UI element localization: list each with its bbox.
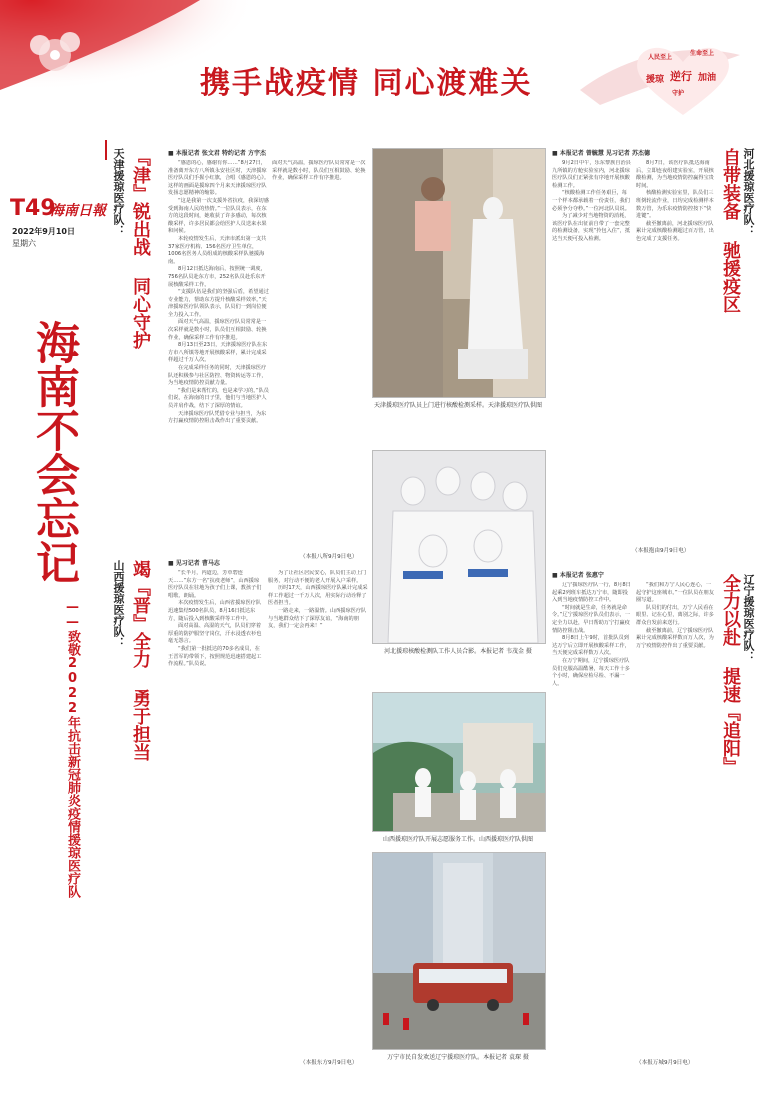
article-body-liaoning [552,582,632,1058]
photo-shanxi-volunteers [372,692,546,832]
paragraph: “这是我第一次支援外省抗疫，我深切感受到海南人民的热情。”一位队员表示，在东方的这段时间，她收获了许多感动，每次核酸采样，许多居民都会给医护人员送来水果和问候。 [168,197,269,235]
paragraph: 截至撤离前，辽宁援琼医疗队累计完成核酸采样数百万人次，为万宁疫情防控作出了重要贡献。 [636,627,714,649]
paragraph: “长半月，内道边，芳草碧连天……”东方一名“抗疫老师”，山西援琼医疗队员在驻地为孩子们上课，教孩子们唱歌、朗诵。 [168,570,262,599]
paragraph: 为了让社区居民安心，队员们主动上门服务，对行动不便的老人开展入户采样。 [268,570,367,584]
paragraph: 本轮疫情发生后，天津市派出第一支共37家医疗机构、156名医疗卫生单位，1006名医务人员组成的核酸采样队驰援海南。 [168,235,267,265]
article-byline-tianjin: ■ 本报记者 张文君 特约记者 方宇杰 [168,150,267,157]
photo-image [373,693,545,831]
paragraph: 天津援琼医疗队凭借专业与担当，为东方打赢疫情防控阻击战作出了重要贡献。 [168,410,267,425]
caption-tianjin: 天津援琼医疗队员上门进行核酸检测采样。天津援琼医疗队供图 [373,402,542,409]
paragraph: “时间就是生命，任务就是命令。”辽宁援琼医疗队员们表示，一定全力以赴，早日帮助万宁打赢疫情防控阻击战。 [552,604,630,634]
word-cloud-item: 人民至上 [648,54,673,61]
paragraph: 一路走来，一路温情。山西援琼医疗队与当地群众结下了深厚友谊，“海南的朋友，我们一定会再来！” [268,607,367,630]
photo-tianjin-sampling [372,148,546,398]
paragraph: 辽宁援琼医疗队一行，8月8日起乘2列班车抵达万宁市，随即投入到当地疫情防控工作中。 [552,582,631,604]
article-headline-tianjin: 『津』锐出战 同心守护 [130,148,151,349]
article-team-liaoning: 辽宁援琼医疗队： [742,574,755,662]
photo-image [373,853,545,1049]
article-endnote-liaoning: （本报万城9月9日电） [636,1060,694,1066]
article-headline-hebei: 自带装备 驰援疫区 [720,148,741,313]
article-byline-shanxi: ■ 见习记者 曹马志 [168,560,220,567]
photo-image [373,451,545,643]
page-number: T49 [10,196,56,221]
article-byline-liaoning: ■ 本报记者 张惠宁 [552,572,604,579]
article-body-tianjin [168,160,270,555]
paragraph: 为了减少对当地物资的消耗，该医疗队在出征前自带了一套完整的检测设备，实现“拎包入住”，抵达当天便可投入检测。 [552,213,631,242]
paragraph: 截至撤离前，河北援琼医疗队累计完成核酸检测超过百万管，出色完成了支援任务。 [636,220,714,242]
article-body-shanxi-col2 [268,570,368,1058]
paragraph: 8月7日，该医疗队抵达海南后，立即连夜组建实验室，开展核酸检测，为当地疫情防控赢得宝贵时间。 [636,160,714,189]
vertical-section-title: 海南不会忘记 [28,320,79,584]
article-byline-hebei: ■ 本报记者 曾毓慧 见习记者 苏杰德 [552,150,651,157]
divider [105,140,107,160]
word-cloud-item: 生命至上 [690,50,715,57]
word-cloud-item: 援琼 [646,75,665,85]
paragraph: 历时17天，山西援琼医疗队累计完成采样工作超过一千万人次，用实际行动诠释了医者担当。 [268,585,368,607]
paragraph: “支援队伍是我们的坚强后盾，希望通过专业能力，帮助东方提升核酸采样效率。”天津援琼医疗队领队表示，队员们一到岗位便全力投入工作。 [168,289,269,318]
caption-shanxi: 山西援琼医疗队开展志愿服务工作。山西援琼医疗队供图 [382,836,533,843]
article-endnote-tianjin: （本报八所9月9日电） [300,554,358,560]
issue-date: 2022年9月10日 [12,227,75,236]
article-body-shanxi [168,570,264,1058]
paragraph: 面对天气高温，援琼医疗队员常常是一次采样就是数小时，队员们互相鼓励、轮换作业，确保采样工作有序推进。 [272,160,366,182]
paper-name: 海南日報 [50,203,106,219]
vertical-section-subtitle: ——致敬2022年抗击新冠肺炎疫情援琼医疗队 [65,600,80,898]
article-team-hebei: 河北援琼医疗队： [742,148,755,236]
paragraph: 面对高温、高湿的天气，队员们穿着厚重的防护服坚守岗位，汗水浸透衣衫也毫无怨言。 [168,623,262,645]
paragraph: 9月2日中午，乐东黎族自治县九所镇的方舱实验室内，河北援琼医疗队员们正紧张有序地开展核酸检测工作。 [552,160,631,189]
article-endnote-shanxi: （本报东方9月9日电） [300,1060,358,1066]
paragraph: 本次疫情发生后，山西省援琼医疗队迅速集结500名队员，8月16日抵达东方，随后投入到核酸采样等工作中。 [168,600,262,622]
article-team-shanxi: 山西援琼医疗队： [112,560,125,648]
paragraph: “我们和万宁人民心连心，一起守护这座城市。”一位队员在朋友圈写道。 [636,582,714,604]
article-body-hebei [552,160,632,545]
issue-weekday: 星期六 [12,239,36,248]
article-body-hebei-col2 [636,160,716,545]
paragraph: “我们第一批抵达的70多名成员，在王晋军的带领下，按照规范迅速搭建起工作流程。”队员说。 [168,645,262,668]
paragraph: 8月8日上午9时，首批队员到达万宁后立即开展核酸采样工作，当天便完成采样数万人次。 [552,635,630,657]
photo-liaoning-farewell [372,852,546,1050]
paragraph: “感恩的心，感谢有你……”8月27日，准备离开东方八所镇永安社区时，天津援琼医疗队员们手握小红旗，合唱《感恩的心》。这样的画面是援琼四个月来天津援琼医疗队发扬志愿精神的缩影。 [168,160,270,197]
article-headline-liaoning: 全力以赴 提速『追阳』 [720,574,741,775]
paragraph: “我们是来帮忙的，也是来学习的。”队员们说，在海南的日子里，他们与当地医护人员并肩作战，结下了深厚的情谊。 [168,387,269,409]
word-cloud-item: 逆行 [670,70,692,83]
paragraph: 队员们的付出，万宁人民看在眼里、记在心里，离别之际，许多群众自发前来送行。 [636,604,714,626]
paragraph: 8月12日抵达海南后，按照统一调度，756名队员赴东方市，252名队员赴乐东开展核酸采样工作。 [168,266,266,288]
word-cloud-item: 加油 [698,73,717,83]
word-cloud-heart [628,40,738,120]
paragraph: 8月13日至23日，天津援琼医疗队在东方市八所镇等地开展核酸采样，累计完成采样超过千万人次。 [168,342,268,364]
article-endnote-hebei: （本报抱由9月9日电） [632,548,690,554]
paragraph: 面对天气高温，援琼医疗队员常常是一次采样就是数小时，队员们互相鼓励、轮换作业，确保采样工作有序推进。 [168,319,267,341]
article-body-liaoning-col2 [636,582,716,1058]
caption-liaoning: 万宁市民自发欢送辽宁援琼医疗队。本报记者 袁琛 摄 [387,1054,529,1061]
article-team-tianjin: 天津援琼医疗队： [112,148,125,236]
article-body-tianjin-col2 [272,160,368,555]
paragraph: 在万宁期间，辽宁援琼医疗队员们克服高温酷暑，每天工作十多个小时，确保应检尽检、不漏一人。 [552,657,630,687]
paragraph: “核酸检测工作任务艰巨，每一个样本都承载着一份责任，我们必须争分夺秒。”一位河北队员说。 [552,190,630,212]
page-headline: 携手战疫情 同心渡难关 [200,66,533,101]
caption-hebei: 河北援琼核酸检测队工作人员合影。本报记者 韦茂金 摄 [384,648,532,655]
photo-image [373,149,545,397]
word-cloud-item: 守护 [672,90,685,97]
article-headline-shanxi: 竭『晋』全力 勇于担当 [130,560,151,761]
photo-hebei-team [372,450,546,644]
paragraph: 核酸检测实验室里，队员们三班倒轮流作业，日均完成检测样本数万管，为乐东疫情防控按下“快进键”。 [636,190,714,220]
paragraph: 在完成采样任务的同时，天津援琼医疗队还积极参与社区防控、物资转运等工作，为当地疫情防控贡献力量。 [168,365,267,387]
